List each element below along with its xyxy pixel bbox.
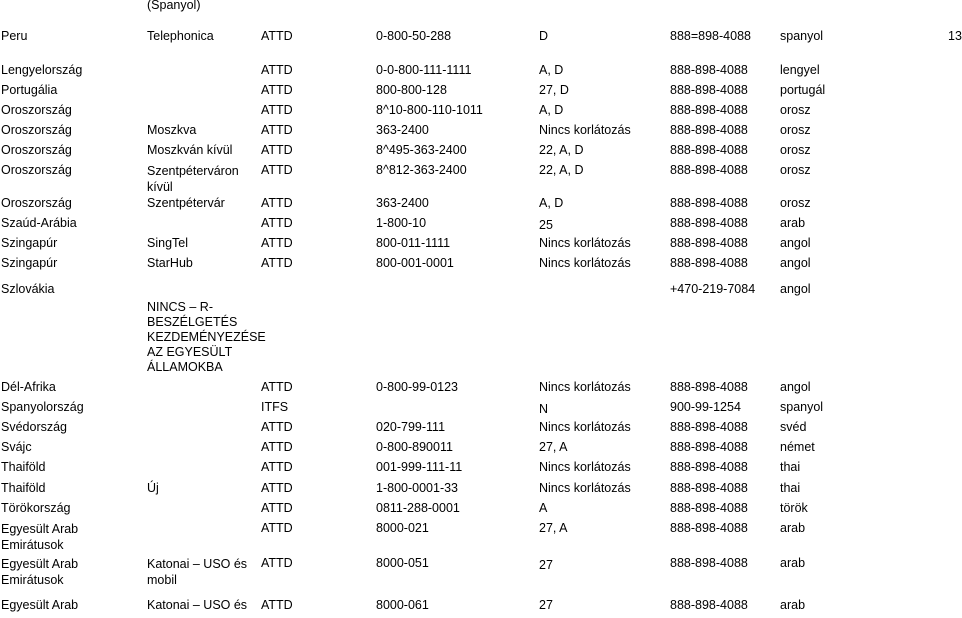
- phone-cell: 888-898-4088: [670, 143, 748, 157]
- carrier-cell: Moszkva: [147, 123, 197, 137]
- restriction-cell: Nincs korlátozás: [539, 380, 631, 394]
- country-cell: Törökország: [1, 501, 71, 515]
- phone-cell: 888-898-4088: [670, 460, 748, 474]
- service-cell: ATTD: [261, 460, 293, 474]
- restriction-cell: 22, A, D: [539, 163, 584, 177]
- country-cell: Szingapúr: [1, 236, 58, 250]
- language-cell: spanyol: [780, 29, 824, 43]
- carrier-cell: Katonai – USO és: [147, 598, 248, 612]
- table-row: [0, 380, 959, 400]
- country-cell: Szaúd-Arábia: [1, 216, 77, 230]
- access-number-cell: 8000-061: [376, 598, 429, 612]
- table-row: [0, 216, 959, 236]
- table-row: [0, 440, 959, 460]
- language-cell: thai: [780, 481, 801, 495]
- table-row: [0, 420, 959, 440]
- restriction-cell: 27: [539, 598, 553, 612]
- restriction-cell: A, D: [539, 103, 564, 117]
- top-note-row: [0, 0, 959, 18]
- carrier-cell: Telephonica: [147, 29, 214, 43]
- restriction-cell: A, D: [539, 63, 564, 77]
- phone-cell: 888-898-4088: [670, 123, 748, 137]
- country-cell: Egyesült Arab: [1, 598, 79, 612]
- table-row: [0, 598, 959, 618]
- country-cell: Dél-Afrika: [1, 380, 56, 394]
- access-number-cell: 0811-288-0001: [376, 501, 460, 515]
- country-cell: Oroszország: [1, 123, 72, 137]
- service-cell: ATTD: [261, 123, 293, 137]
- carrier-cell: Új: [147, 481, 159, 495]
- phone-cell: +470-219-7084: [670, 282, 756, 296]
- table-row: [0, 163, 959, 195]
- language-cell: orosz: [780, 196, 811, 210]
- country-cell: Svédország: [1, 420, 68, 434]
- phone-cell: 888-898-4088: [670, 83, 748, 97]
- restriction-cell: Nincs korlátozás: [539, 481, 631, 495]
- language-cell: arab: [780, 216, 806, 230]
- table-row: [0, 236, 959, 256]
- carrier-cell: SingTel: [147, 236, 188, 250]
- access-number-cell: 8000-051: [376, 556, 429, 570]
- service-cell: ATTD: [261, 556, 293, 570]
- country-cell: Egyesült Arab Emirátusok: [1, 522, 79, 552]
- carrier-cell: Moszkván kívül: [147, 143, 233, 157]
- country-cell: Oroszország: [1, 103, 72, 117]
- service-cell: ATTD: [261, 380, 293, 394]
- service-cell: ATTD: [261, 63, 293, 77]
- table-row: [0, 521, 959, 555]
- phone-cell: 888-898-4088: [670, 216, 748, 230]
- access-number-cell: 363-2400: [376, 123, 429, 137]
- country-cell: Svájc: [1, 440, 32, 454]
- access-number-cell: 0-800-99-0123: [376, 380, 459, 394]
- phone-cell: 888-898-4088: [670, 236, 748, 250]
- service-cell: ITFS: [261, 400, 289, 414]
- country-cell: Portugália: [1, 83, 58, 97]
- restriction-cell: Nincs korlátozás: [539, 236, 631, 250]
- country-cell: Spanyolország: [1, 400, 84, 414]
- access-number-cell: 1-800-10: [376, 216, 427, 230]
- table-row: [0, 63, 959, 83]
- service-cell: ATTD: [261, 196, 293, 210]
- restriction-cell: A: [539, 501, 548, 515]
- number-cell: 13: [948, 29, 962, 43]
- phone-cell: 888-898-4088: [670, 420, 748, 434]
- country-cell: Oroszország: [1, 163, 72, 177]
- carrier-cell: StarHub: [147, 256, 193, 270]
- phone-cell: 888=898-4088: [670, 29, 751, 43]
- restriction-cell: A, D: [539, 196, 564, 210]
- phone-cell: 888-898-4088: [670, 556, 748, 570]
- service-cell: ATTD: [261, 420, 293, 434]
- phone-cell: 888-898-4088: [670, 63, 748, 77]
- service-cell: ATTD: [261, 103, 293, 117]
- access-number-cell: 001-999-111-11: [376, 460, 463, 474]
- language-cell: orosz: [780, 103, 811, 117]
- service-cell: ATTD: [261, 29, 293, 43]
- access-number-cell: 8^10-800-110-1011: [376, 103, 483, 117]
- country-cell: Oroszország: [1, 196, 72, 210]
- top-note: (Spanyol): [147, 0, 201, 12]
- restriction-cell: D: [539, 29, 549, 43]
- phone-cell: 888-898-4088: [670, 440, 748, 454]
- restriction-cell: 27, A: [539, 521, 568, 535]
- service-cell: ATTD: [261, 256, 293, 270]
- carrier-cell: Szentpétervár: [147, 196, 225, 210]
- access-number-cell: 0-800-890011: [376, 440, 453, 454]
- table-row: [0, 29, 962, 49]
- service-cell: ATTD: [261, 83, 293, 97]
- table-row: [0, 400, 959, 420]
- country-cell: Lengyelország: [1, 63, 83, 77]
- table-row: [0, 460, 959, 480]
- language-cell: angol: [780, 380, 811, 394]
- restriction-cell: 22, A, D: [539, 143, 584, 157]
- service-cell: ATTD: [261, 481, 293, 495]
- language-cell: svéd: [780, 420, 807, 434]
- language-cell: arab: [780, 556, 806, 570]
- country-cell: Thaiföld: [1, 481, 46, 495]
- language-cell: arab: [780, 598, 806, 612]
- country-cell: Szlovákia: [1, 282, 55, 296]
- restriction-cell: Nincs korlátozás: [539, 256, 631, 270]
- service-cell: ATTD: [261, 216, 293, 230]
- language-cell: arab: [780, 521, 806, 535]
- phone-cell: 888-898-4088: [670, 163, 748, 177]
- service-cell: ATTD: [261, 236, 293, 250]
- language-cell: thai: [780, 460, 801, 474]
- carrier-cell: Katonai – USO és mobil: [147, 557, 248, 587]
- restriction-cell: 25: [539, 218, 553, 232]
- country-cell: Peru: [1, 29, 28, 43]
- restriction-cell: 27: [539, 558, 553, 572]
- table-row: [0, 556, 959, 590]
- access-number-cell: 8^495-363-2400: [376, 143, 467, 157]
- phone-cell: 888-898-4088: [670, 103, 748, 117]
- restriction-cell: 27, D: [539, 83, 569, 97]
- language-cell: orosz: [780, 143, 811, 157]
- access-number-cell: 363-2400: [376, 196, 429, 210]
- restriction-cell: Nincs korlátozás: [539, 460, 631, 474]
- phone-cell: 888-898-4088: [670, 256, 748, 270]
- phone-cell: 888-898-4088: [670, 481, 748, 495]
- language-cell: spanyol: [780, 400, 824, 414]
- table-row: [0, 282, 959, 378]
- language-cell: angol: [780, 236, 811, 250]
- country-cell: Szingapúr: [1, 256, 58, 270]
- carrier-cell: Szentpéterváron kívül: [147, 164, 239, 194]
- table-row: [0, 196, 959, 216]
- table-row: [0, 143, 959, 163]
- phone-cell: 888-898-4088: [670, 501, 748, 515]
- table-row: [0, 256, 959, 276]
- restriction-cell: 27, A: [539, 440, 568, 454]
- service-cell: ATTD: [261, 521, 293, 535]
- restriction-cell: Nincs korlátozás: [539, 123, 631, 137]
- table-row: [0, 123, 959, 143]
- access-number-cell: 8^812-363-2400: [376, 163, 467, 177]
- phone-cell: 888-898-4088: [670, 521, 748, 535]
- language-cell: orosz: [780, 123, 811, 137]
- service-cell: ATTD: [261, 163, 293, 177]
- language-cell: angol: [780, 256, 811, 270]
- table-row: [0, 83, 959, 103]
- table-row: [0, 481, 959, 501]
- access-number-cell: 800-011-1111: [376, 236, 451, 250]
- service-cell: ATTD: [261, 440, 293, 454]
- language-cell: portugál: [780, 83, 826, 97]
- language-cell: török: [780, 501, 808, 515]
- language-cell: lengyel: [780, 63, 820, 77]
- access-number-cell: 800-001-0001: [376, 256, 454, 270]
- restriction-cell: N: [539, 402, 549, 416]
- language-cell: angol: [780, 282, 811, 296]
- language-cell: orosz: [780, 163, 811, 177]
- language-cell: német: [780, 440, 815, 454]
- service-cell: ATTD: [261, 598, 293, 612]
- access-number-cell: 020-799-111: [376, 420, 446, 434]
- phone-cell: 900-99-1254: [670, 400, 741, 414]
- country-cell: Thaiföld: [1, 460, 46, 474]
- country-cell: Egyesült Arab Emirátusok: [1, 557, 79, 587]
- service-cell: ATTD: [261, 501, 293, 515]
- phone-cell: 888-898-4088: [670, 598, 748, 612]
- carrier-cell: NINCS – R-BESZÉLGETÉS KEZDEMÉNYEZÉSE AZ EGYESÜLT ÁLLAMOKBA: [147, 300, 266, 374]
- table-row: [0, 501, 959, 521]
- access-number-cell: 8000-021: [376, 521, 429, 535]
- table-row: [0, 103, 959, 123]
- access-number-cell: 1-800-0001-33: [376, 481, 459, 495]
- access-number-cell: 0-0-800-111-1111: [376, 63, 472, 77]
- access-number-cell: 800-800-128: [376, 83, 447, 97]
- phone-cell: 888-898-4088: [670, 380, 748, 394]
- access-number-cell: 0-800-50-288: [376, 29, 452, 43]
- phone-cell: 888-898-4088: [670, 196, 748, 210]
- restriction-cell: Nincs korlátozás: [539, 420, 631, 434]
- country-cell: Oroszország: [1, 143, 72, 157]
- service-cell: ATTD: [261, 143, 293, 157]
